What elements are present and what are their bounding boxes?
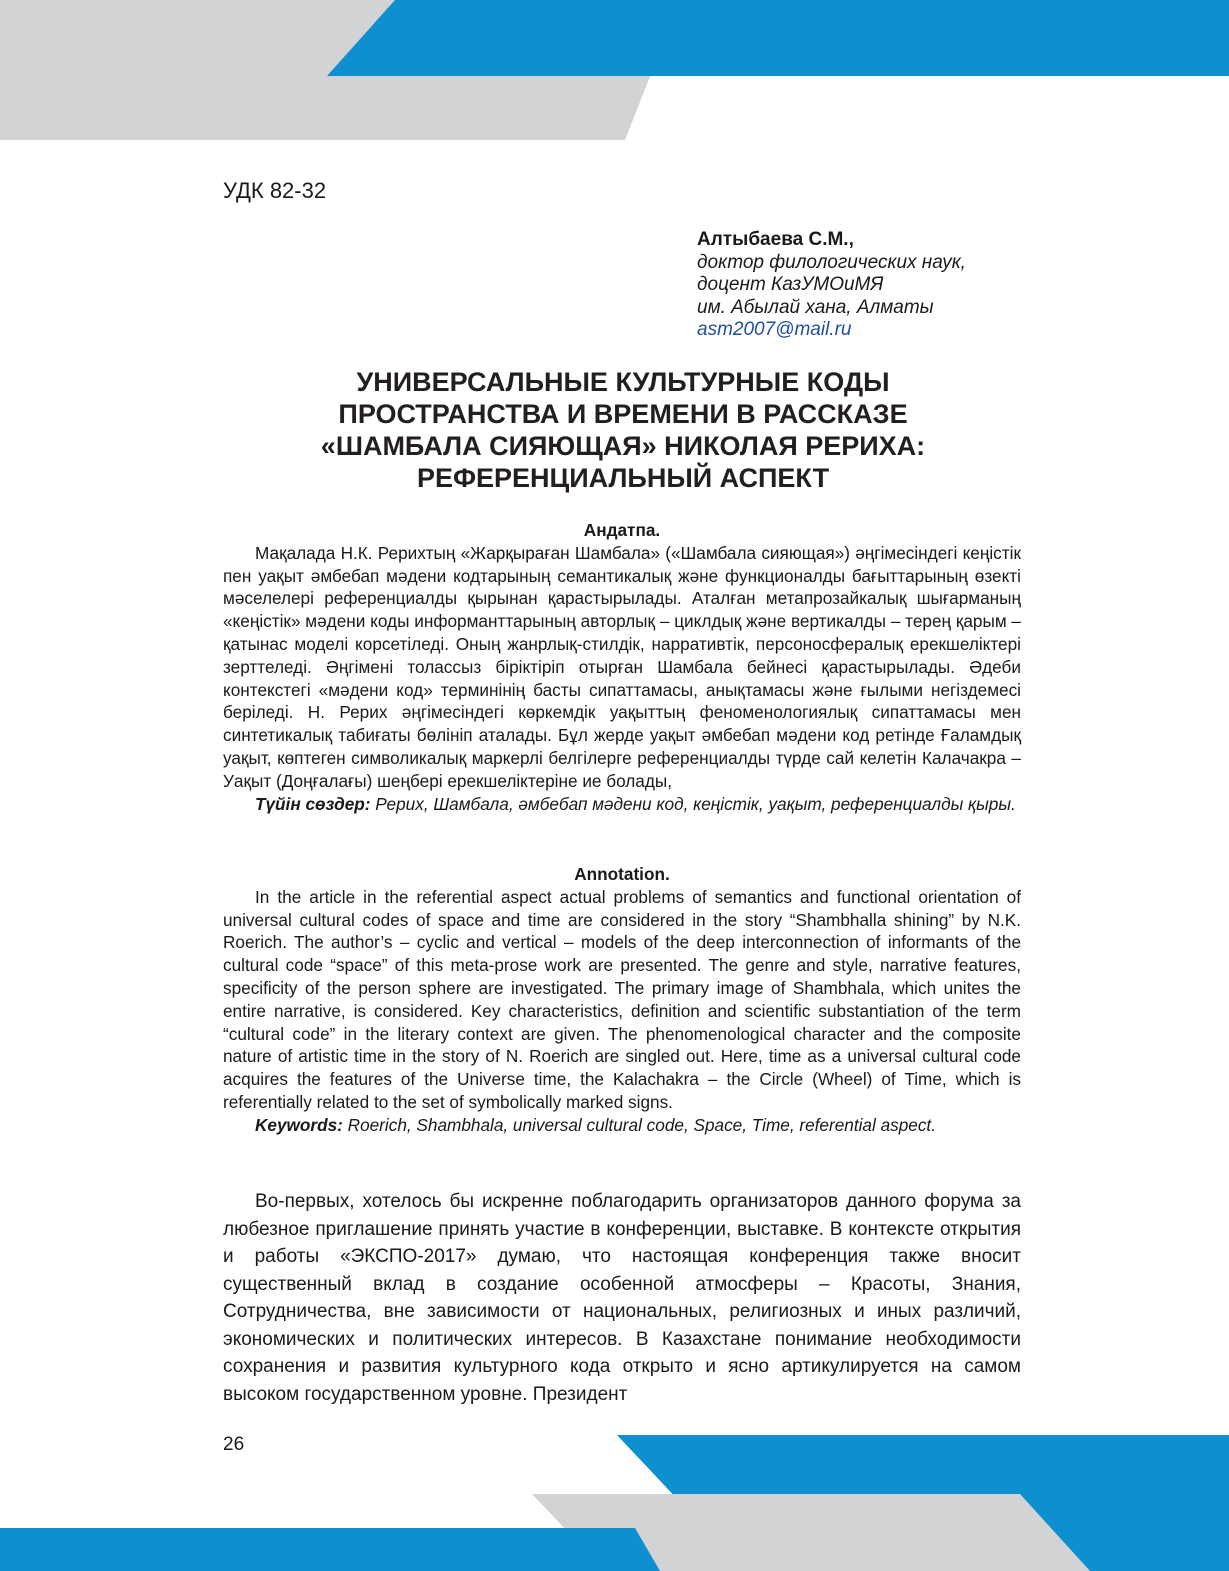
- title-line: «ШАМБАЛА СИЯЮЩАЯ» НИКОЛАЯ РЕРИХА:: [320, 431, 926, 461]
- title-line: РЕФЕРЕНЦИАЛЬНЫЙ АСПЕКТ: [416, 463, 830, 493]
- keywords-label: Keywords:: [255, 1114, 343, 1135]
- keywords-label: Түйін сөздер:: [255, 793, 371, 814]
- abstract-kazakh-keywords: [223, 793, 1021, 816]
- abstract-kazakh: [223, 519, 1021, 815]
- author-position: доцент КазУМОиМЯ: [697, 274, 884, 295]
- keywords-list: Рерих, Шамбала, әмбебап мәдени код, кеңістік, уақыт, референциалды қыры.: [370, 793, 1016, 814]
- abstract-english-keywords: [223, 1114, 1021, 1137]
- abstract-kazakh-text: Мақалада Н.К. Рерихтың «Жарқыраған Шамбала» («Шамбала сияющая») әңгімесіндегі кеңістік пен уақыт әмбебап мәдени кодтарының семантикалық және функционалды бағыттарының өзекті мәселелері референциалды қырынан қарастырылады. Аталған метапрозайкалық шығарманың «кеңістік» мәдени коды информанттарының авторлық – циклдық және вертикалды – терең қарым – қатынас моделі корсетіледі. Оның жанрлық-стилдік, нарративтік, персоносфералық ерекшеліктері зерттеледі. Әңгімені толассыз біріктіріп отырған Шамбала бейнесі қарастырылады. Әдеби контекстегі «мәдени код» терминінің басты сипаттамасы, анықтамасы және ғылыми негіздемесі беріледі. Н. Рерих әңгімесіндегі көркемдік уақыттың феноменологиялық сипаттамасы мен синтетикалық табиғаты бөлініп аталады. Бұл жерде уақыт әмбебап мәдени код ретінде Ғаламдық уақыт, көптеген символикалық маркерлі белгілерге референциалды түрде сай келетін Калачакра – Уақыт (Доңғалағы) шеңбері ерекшеліктеріне ие болады,: [223, 542, 1021, 791]
- author-block: [697, 229, 966, 342]
- title-line: ПРОСТРАНСТВА И ВРЕМЕНИ В РАССКАЗЕ: [338, 399, 908, 429]
- bottom-blue-band-left: [0, 1528, 660, 1571]
- abstract-kazakh-heading: Андатпа.: [583, 520, 661, 540]
- title-line: УНИВЕРСАЛЬНЫЕ КУЛЬТУРНЫЕ КОДЫ: [356, 367, 890, 397]
- abstract-english-text: In the article in the referential aspect actual problems of semantics and functional orientation of universal cultural codes of space and time are considered in the story “Shambhalla shining” by N.K. Roerich. The author’s – cyclic and vertical – models of the deep interconnection of informants of the cultural code “space” of this meta-prose work are presented. The genre and style, narrative features, specificity of the person sphere are investigated. The primary image of Shambhala, which unites the entire narrative, is considered. Key characteristics, definition and scientific substantiation of the term “cultural code” in the literary context are given. The phenomenological character and the composite nature of artistic time in the story of N. Roerich are singled out. Here, time as a universal cultural code acquires the features of the Universe time, the Kalachakra – the Circle (Wheel) of Time, which is referentially related to the set of symbolically marked signs.: [223, 886, 1021, 1112]
- abstract-english: [223, 863, 1021, 1137]
- author-name: Алтыбаева С.М.,: [697, 229, 854, 250]
- udk-code: УДК 82-32: [223, 178, 327, 203]
- author-degree: доктор филологических наук,: [697, 251, 966, 273]
- top-blue-band: [327, 0, 1229, 76]
- author-affiliation: им. Абылай хана, Алматы: [697, 296, 934, 318]
- article-title: [223, 366, 1023, 494]
- author-email-link[interactable]: asm2007@mail.ru: [697, 319, 852, 340]
- body-paragraph: Во-первых, хотелось бы искренне поблагодарить организаторов данного форума за любезное приглашение принять участие в конференции, выставке. В контексте открытия и работы «ЭКСПО-2017» думаю, что настоящая конференция также вносит существенный вклад в создание особенной атмосферы – Красоты, Знания, Сотрудничества, вне зависимости от национальных, религиозных и иных различий, экономических и политических интересов. В Казахстане понимание необходимости сохранения и развития культурного кода открыто и ясно артикулируется на самом высоком государственном уровне. Президент: [223, 1191, 1021, 1405]
- keywords-list: Roerich, Shambhala, universal cultural code, Space, Time, referential aspect.: [342, 1114, 936, 1135]
- abstract-english-heading: Annotation.: [574, 864, 670, 884]
- page-number: 26: [223, 1434, 245, 1455]
